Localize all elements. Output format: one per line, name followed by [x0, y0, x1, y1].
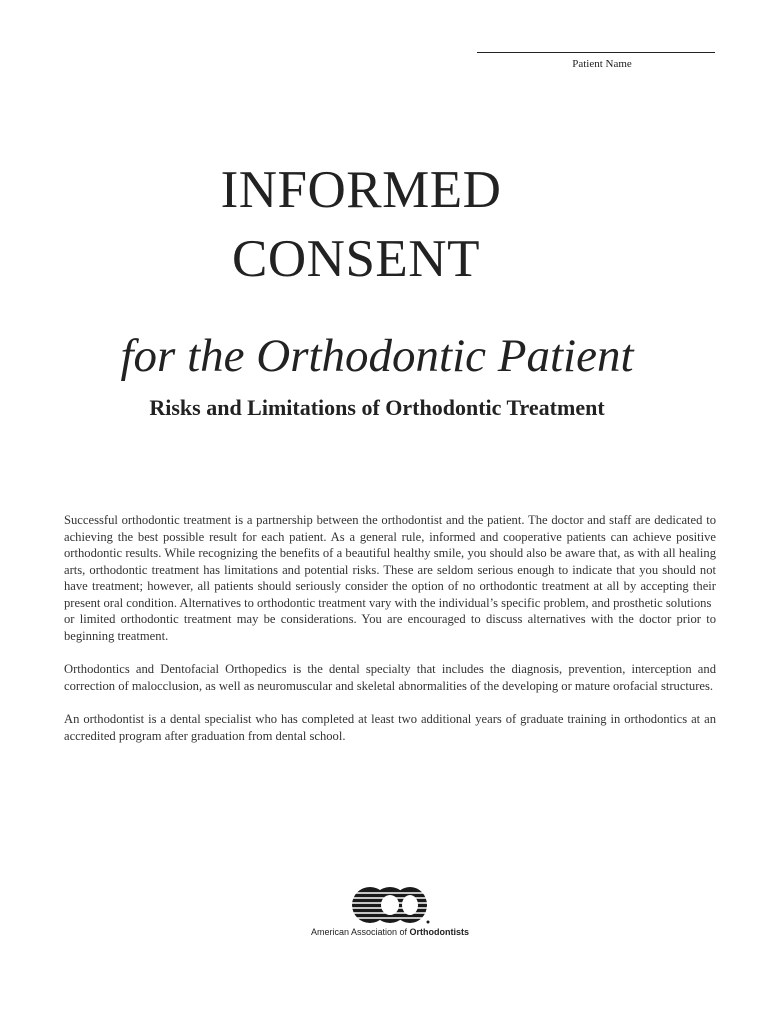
patient-name-label: Patient Name — [572, 58, 632, 70]
aao-logo — [300, 880, 480, 950]
aao-org-name: American Association of Orthodontists — [310, 927, 470, 937]
paragraph-2: Orthodontics and Dentofacial Orthopedics is the dental specialty that includes the diagnosis, prevention, interception and correction of malocclusion, as well as neuromuscular and skeletal abnormalities of the developing or mature orofacial structures. — [64, 662, 716, 693]
paragraph-1b: or limited orthodontic treatment may be considerations. You are encouraged to discuss alternatives with the doctor prior to beginning treatment. — [64, 612, 716, 643]
body-text — [64, 512, 716, 761]
paragraph-3: An orthodontist is a dental specialist who has completed at least two additional years of graduate training in orthodontics at an accredited program after graduation from dental school. — [64, 712, 716, 743]
subtitle: for the Orthodontic Patient — [120, 330, 634, 382]
title-line-1: INFORMED — [220, 161, 502, 219]
aao-emblem-icon — [350, 884, 430, 926]
patient-name-line — [477, 52, 715, 53]
paragraph-1: Successful orthodontic treatment is a partnership between the orthodontist and the patient. The doctor and staff are dedicated to achieving the best possible result for each patient. As a general rule, informed and cooperative patients can achieve positive orthodontic results. While recognizing the benefits of a beautiful healthy smile, you should also be aware that, as with all healing arts, orthodontic treatment has limitations and potential risks. These are seldom serious enough to indicate that you should not have treatment; however, all patients should seriously consider the option of no orthodontic treatment at all by accepting their present oral condition. Alternatives to orthodontic treatment vary with the individual’s specific problem, and prosthetic solutions — [64, 513, 716, 610]
title-line-2: CONSENT — [232, 230, 480, 288]
section-heading: Risks and Limitations of Orthodontic Treatment — [149, 395, 605, 420]
